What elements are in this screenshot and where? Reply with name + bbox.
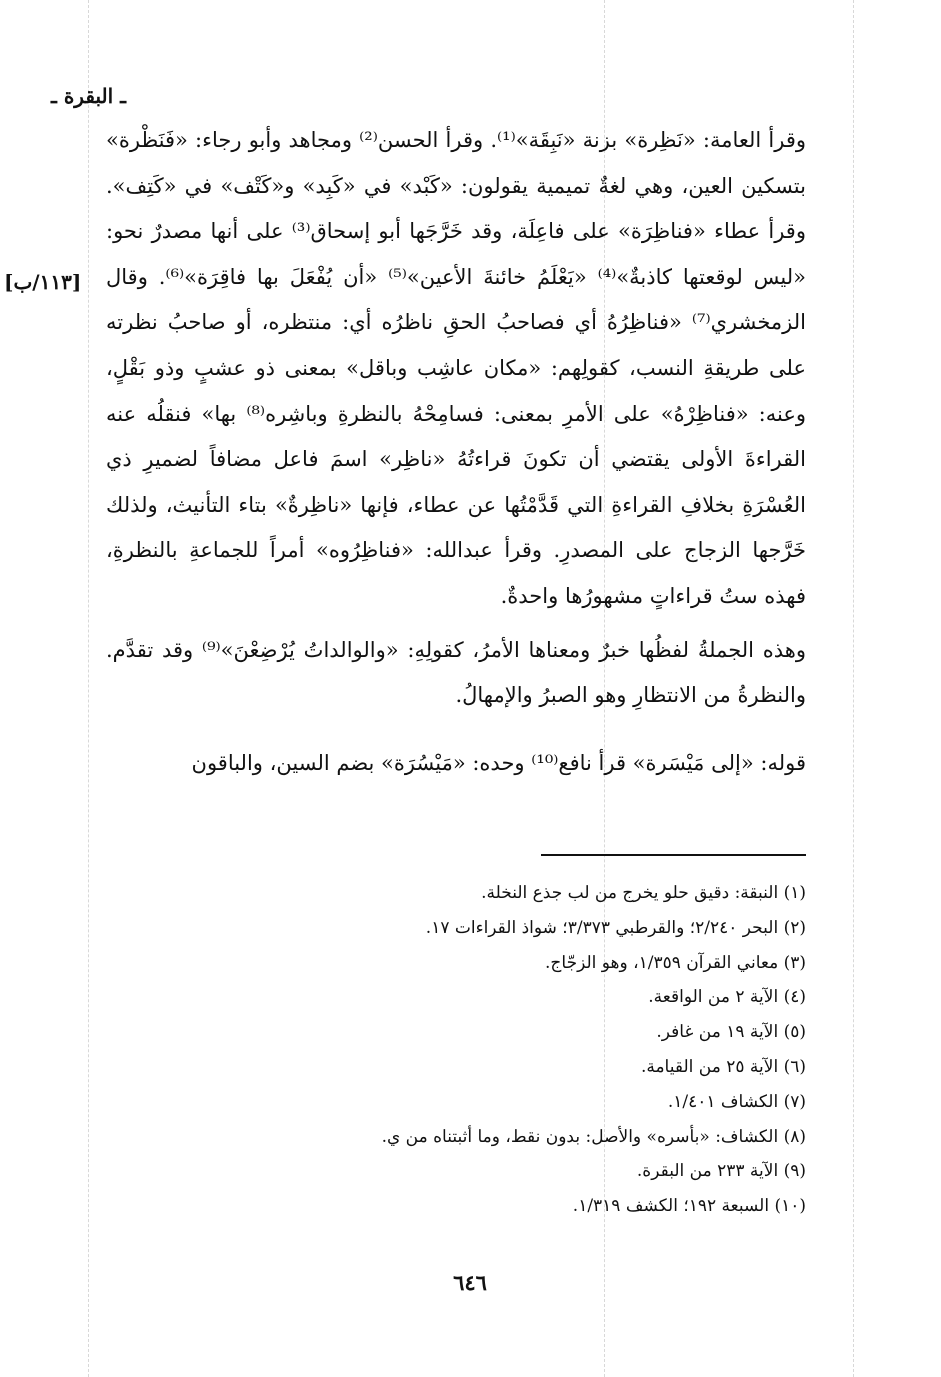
footnote: (١) النبقة: دقيق حلو يخرج من لب جذع النخلة. [481, 883, 806, 903]
footnotes-list [106, 876, 806, 1224]
footnote: (٩) الآية ٢٣٣ من البقرة. [636, 1161, 806, 1182]
footnote: (٣) معاني القرآن ١/٣٥٩، وهو الزجّاج. [545, 952, 806, 973]
footnote: (٧) الكشاف ١/٤٠١. [667, 1091, 806, 1112]
footnote: (٨) الكشاف: «بأسره» والأصل: بدون نقط، وما أثبتناه من ي. [381, 1126, 806, 1147]
paragraph: وهذه الجملةُ لفظُها خبرٌ ومعناها الأمرُ، كقولِهِ: «والوالداتُ يُرْضِعْنَ»⁽⁹⁾ وقد تقدَّم. والنظرةُ من الانتظارِ وهو الصبرُ والإمهالُ. [106, 637, 807, 708]
page-number: ٦٤٦ [453, 1270, 487, 1295]
footnote: (٢) البحر ٢/٢٤٠؛ والقرطبي ٣/٣٧٣؛ شواذ القراءات ١٧. [425, 917, 806, 938]
footnote-separator [541, 854, 806, 856]
paragraph: وقرأ العامة: «نَظِرة» بزنة «نَبِقَة»⁽¹⁾. وقرأ الحسن⁽²⁾ ومجاهد وأبو رجاء: «فَنَظْرة» بتسكين العين، وهي لغةٌ تميمية يقولون: «كَبْد» في «كَبِد» و«كَتْف» في «كَتِف». وقرأ عطاء «فناظِرَة» على فاعِلَة، وقد خَرَّجَها أبو إسحاق⁽³⁾ على أنها مصدرٌ نحو: «ليس لوقعتها كاذبةٌ»⁽⁴⁾ «يَعْلَمُ خائنةَ الأعين»⁽⁵⁾ «أن يُفْعَلَ بها فاقِرَة»⁽⁶⁾. وقال الزمخشري⁽⁷⁾ «فناظِرُهُ أي فصاحبُ الحقِ ناظرُه أي: منتظره، أو صاحبُ نظرته على طريقةِ النسب، كقولِهم: «مكان عاشِب وباقل» بمعنى ذو عشبٍ وذو بَقْلٍ، وعنه: «فناظِرْهُ» على الأمرِ بمعنى: فسامِحْهُ بالنظرةِ وباشِره⁽⁸⁾ بها» فنقلُه عنه القراءةَ الأولى يقتضي أن تكونَ قراءتُهُ «ناظِر» اسمَ فاعل مضافاً لضميرِ ذي العُسْرَةِ بخلافِ القراءةِ التي قَدَّمْتُها عن عطاء، فإنها «ناظِرةٌ» بتاء التأنيث، ولذلك خَرَّجها الزجاج على المصدرِ. وقرأ عبدالله: «فناظِرُوه» أمراً للجماعةِ بالنظرةِ، فهذه ستُ قراءاتٍ مشهورُها واحدةٌ. [106, 128, 806, 608]
manuscript-folio-ref: [١١٣/ب] [4, 270, 82, 294]
main-text [106, 118, 806, 786]
footnote: (٦) الآية ٢٥ من القيامة. [640, 1056, 806, 1077]
footnote: (٤) الآية ٢ من الواقعة. [648, 987, 806, 1008]
paragraph: قوله: «إلى مَيْسَرة» قرأ نافع⁽¹⁰⁾ وحده: «مَيْسُرَة» بضم السين، والباقون [191, 750, 806, 775]
chapter-header: ـ البقرة ـ [51, 84, 126, 108]
scan-guide-line [88, 0, 89, 1377]
scan-guide-line [853, 0, 854, 1377]
footnote: (١٠) السبعة ١٩٢؛ الكشف ١/٣١٩. [572, 1196, 806, 1217]
footnote: (٥) الآية ١٩ من غافر. [656, 1022, 806, 1043]
